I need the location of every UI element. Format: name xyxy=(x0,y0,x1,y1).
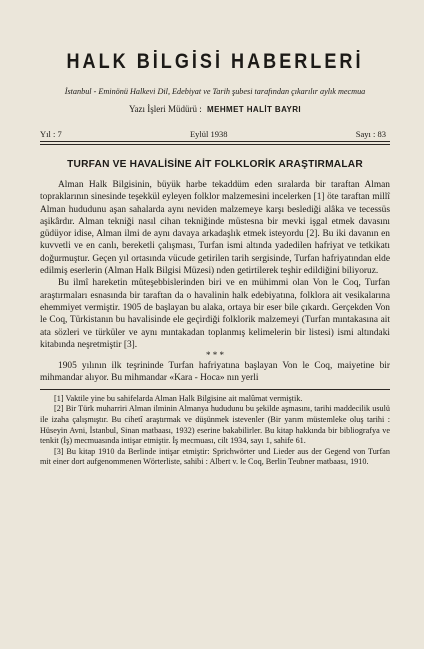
paragraph-3: 1905 yılının ilk teşrininde Turfan hafriyatına başlayan Von le Coq, maiyetine bir mihmandar alıyor. Bu mihmandar «Kara - Hoca» nın yerli xyxy=(40,361,390,384)
volume-label: Yıl : 7 xyxy=(40,129,62,139)
editor-line xyxy=(40,103,390,116)
editor-label: Yazı İşleri Müdürü : xyxy=(128,104,202,114)
masthead-title: HALK BİLGİSİ HABERLERİ xyxy=(66,50,364,73)
publisher-subtitle: İstanbul - Eminönü Halkevi Dil, Edebiyat ve Tarih şubesi tarafından çıkarılır aylık mecmua xyxy=(64,87,366,96)
article-body xyxy=(40,179,390,385)
footnote-2: [2] Bir Türk muharriri Alman ilminin Almanya hududunu bu şekilde aşmasını, tarihi maddecilik usulü ile izaha çalışmıştır. Bu cihetî araştırmak ve düşünmek istevenler (Bir yarım müstemleke oluş tarihi : Hüseyin Avni, İstanbul, Sinan matbaası, 1932) eserine bakabilirler. Bu kitap hakkında bir bibliografya ve tenkit (İş) mecmuasında intişar etmiştir. İş mecmuası, cilt 1934, sayı 1, sahife 61. xyxy=(40,404,390,446)
paragraph-1: Alman Halk Bilgisinin, büyük harbe tekaddüm eden sıralarda bir taraftan Alman topraklarının sinesinde teşekkül eyleyen folklor malzemesini incelerken [1] öte taraftan millî Alman hududunu aşan sahalarda aynı neviden malzemeye karşı beslediği alâka ve tecessüs aşikârdır. Alman tekniği nasıl cihan tekniğinde müstesna bir mevki işgal etmek davasını güdüyor idise, Alman ilmi de aynı davaya arkadaşlık etmek isteyordu [2]. Bu iki davanın en kuvvetli ve en canlı, bereketli çalışması, Turfan ismi altında yadedilen hafriyat ve tetkikatı doğurmuştur. Geçen yıl ortasında vücude getirilen tarih sergisinde, Turfan hafriyatından elde edilmiş eserlerin (Alman Halk Bilgisi Müzesi) nden getirtilerek teşhir edildiğini biliyoruz. xyxy=(40,180,390,277)
editor-name: MEHMET HALİT BAYRI xyxy=(207,105,302,114)
issue-info-bar xyxy=(40,129,390,142)
paragraph-2: Bu ilmî hareketin müteşebbislerinden biri ve en mühimmi olan Von le Coq, Turfan araştırmaları esnasında bir taraftan da o havalinin halk edebiyatına, folklora ait vesikalarına ehemmiyet vermiştir. 1905 de başlayan bu alaka, ortaya bir eser bile çıkardı. Gerçekden Von le Coq, Türkistanın bu havalisinde ele geçirdiği folklorik malzemeyi (Turfan mıntakasına ait ata sözleri ve türküler ve aynı mıntakadan toplanmış kelimelerin bir listesi) ismi altındaki kitabında neşretmiştir [3]. xyxy=(40,278,390,350)
issue-number: Sayı : 83 xyxy=(355,129,386,139)
section-break-stars: * * * xyxy=(206,350,224,361)
article-title: TURFAN VE HAVALİSİNE AİT FOLKLORİK ARAŞTIRMALAR xyxy=(67,159,363,170)
footnote-1: [1] Vaktile yine bu sahifelarda Alman Halk Bilgisine ait malûmat vermiştik. xyxy=(54,393,303,403)
double-rule xyxy=(40,144,390,145)
footnotes xyxy=(40,389,390,468)
footnote-3: [3] Bu kitap 1910 da Berlinde intişar etmiştir: Sprichwörter und Lieder aus der Gegend von Turfan mit einer dort aufgenommenen Wörterliste, sahibi : Albert v. le Coq, Berlin Teubner matbaası, 1910. xyxy=(40,446,390,467)
issue-date: Eylül 1938 xyxy=(189,129,228,139)
